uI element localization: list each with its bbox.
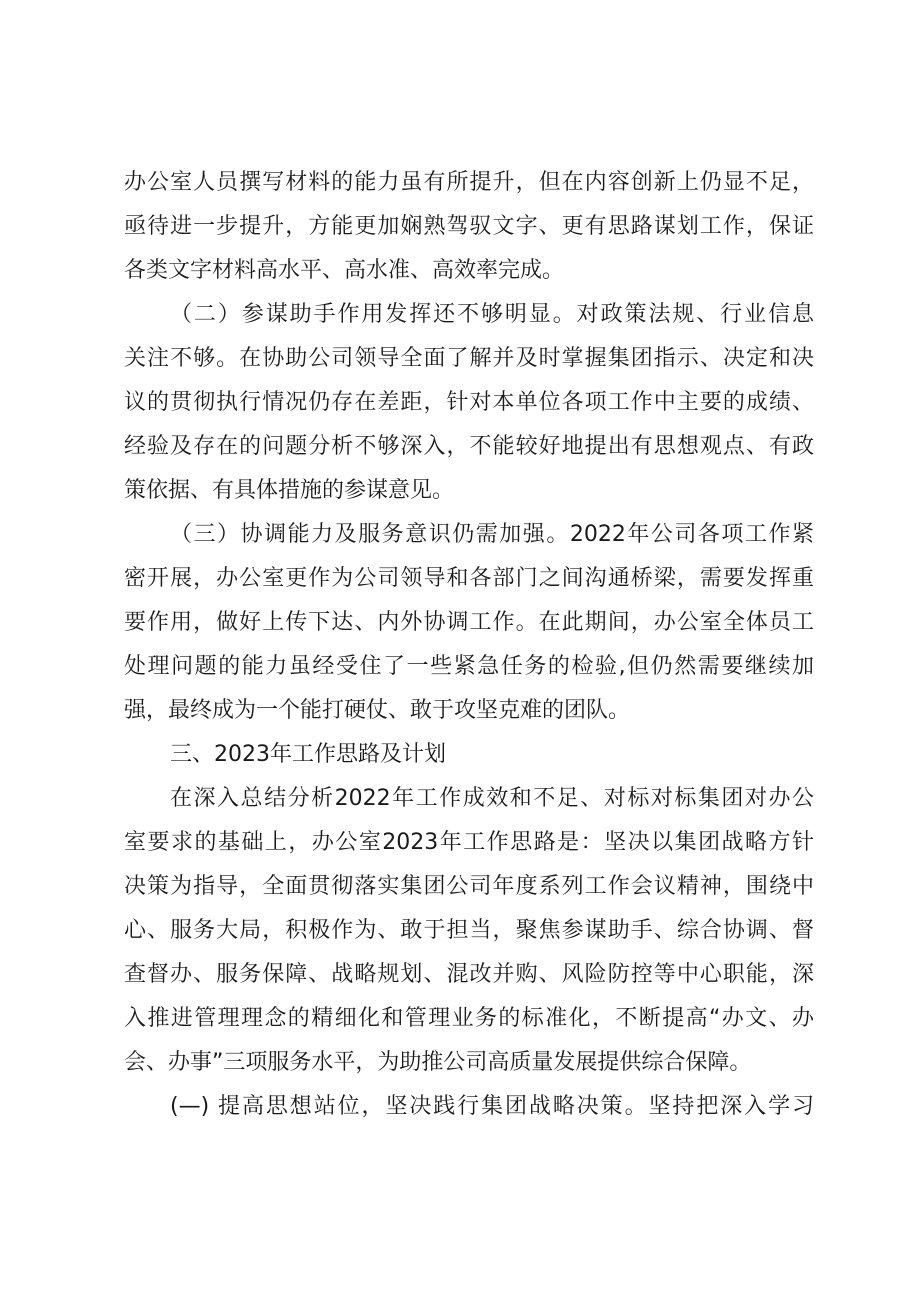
paragraph-line: 在深入总结分析2022年工作成效和不足、对标对标集团对办公 xyxy=(170,786,814,811)
paragraph-line: 各类文字材料高水平、高水准、高效率完成。 xyxy=(124,258,565,283)
paragraph-line: 入推进管理理念的精细化和管理业务的标准化，不断提高“办文、办 xyxy=(124,1006,814,1031)
paragraph-line: 决策为指导，全面贯彻落实集团公司年度系列工作会议精神，围绕中 xyxy=(124,874,814,899)
paragraph-line: 议的贯彻执行情况仍存在差距，针对本单位各项工作中主要的成绩、 xyxy=(124,390,814,415)
paragraph-line: （三）协调能力及服务意识仍需加强。2022年公司各项工作紧 xyxy=(170,522,814,547)
paragraph-line: 室要求的基础上，办公室2023年工作思路是：坚决以集团战略方针 xyxy=(124,830,814,855)
paragraph-line: 密开展，办公室更作为公司领导和各部门之间沟通桥梁，需要发挥重 xyxy=(124,566,814,591)
paragraph-line: 经验及存在的问题分析不够深入，不能较好地提出有思想观点、有政 xyxy=(124,434,814,459)
paragraph-line: 办公室人员撰写材料的能力虽有所提升，但在内容创新上仍显不足， xyxy=(124,170,814,195)
paragraph-line: 处理问题的能力虽经受住了一些紧急任务的检验,但仍然需要继续加 xyxy=(124,654,814,679)
paragraph-line: 关注不够。在协助公司领导全面了解并及时掌握集团指示、决定和决 xyxy=(124,346,814,371)
paragraph-line: 心、服务大局，积极作为、敢于担当，聚焦参谋助手、综合协调、督 xyxy=(124,918,814,943)
paragraph-line: 亟待进一步提升，方能更加娴熟驾驭文字、更有思路谋划工作，保证 xyxy=(124,214,814,239)
paragraph-line: 强，最终成为一个能打硬仗、敢于攻坚克难的团队。 xyxy=(124,698,631,723)
paragraph-line: 查督办、服务保障、战略规划、混改并购、风险防控等中心职能，深 xyxy=(124,962,814,987)
section-heading: 三、2023年工作思路及计划 xyxy=(170,742,446,767)
paragraph-line: 会、办事”三项服务水平，为助推公司高质量发展提供综合保障。 xyxy=(124,1050,752,1075)
paragraph-line: (—) 提高思想站位，坚决践行集团战略决策。坚持把深入学习 xyxy=(170,1094,814,1119)
paragraph-line: （二）参谋助手作用发挥还不够明显。对政策法规、行业信息 xyxy=(170,302,814,327)
paragraph-line: 要作用，做好上传下达、内外协调工作。在此期间，办公室全体员工 xyxy=(124,610,814,635)
paragraph-line: 策依据、有具体措施的参谋意见。 xyxy=(124,478,455,503)
